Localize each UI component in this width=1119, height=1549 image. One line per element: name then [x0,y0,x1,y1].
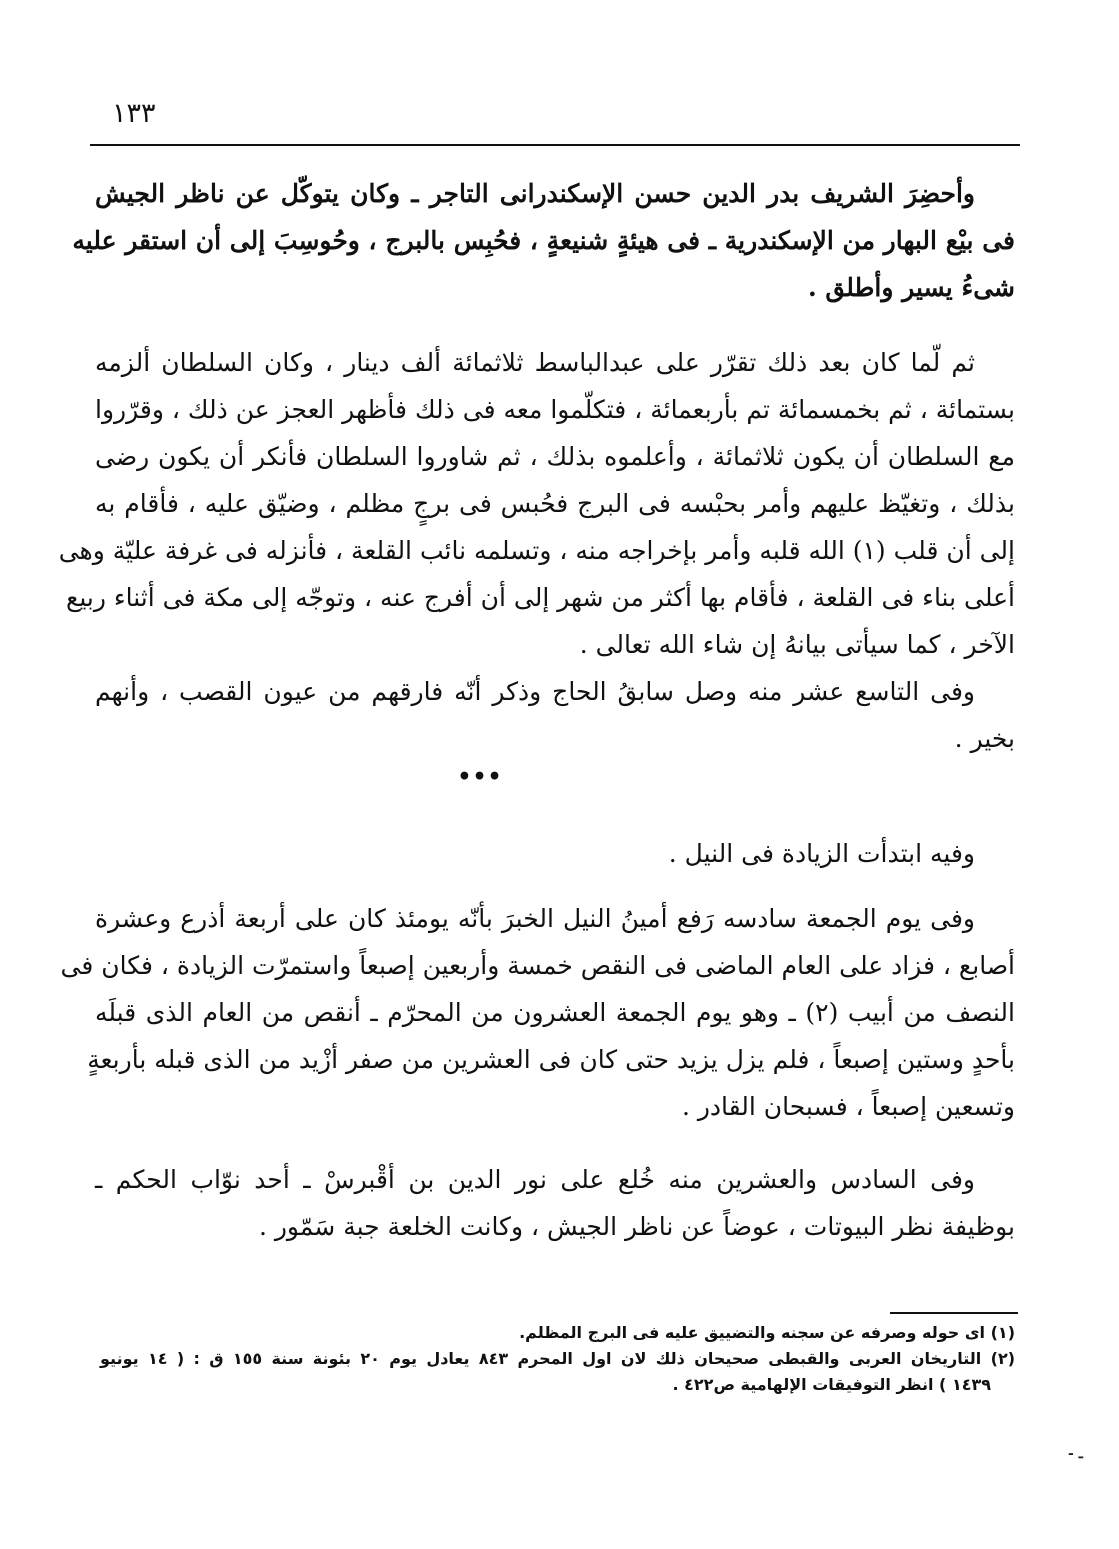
footnote-2: (٢) التاريخان العربى والقبطى صحيحان ذلك لان اول المحرم ٨٤٣ يعادل يوم ٢٠ بئونة سنة ١٥٥ ق : ( ١٤ يونيو [100,1349,1016,1368]
text-line: الآخر ، كما سيأتى بيانهُ إن شاء الله تعالى . [579,630,1015,659]
paragraph-2 [58,339,1015,668]
text-line: أعلى بناء فى القلعة ، فأقام بها أكثر من شهر إلى أن أفرج عنه ، وتوجّه إلى مكة فى أثناء ربيع [66,583,1015,612]
text-line: وأحضِرَ الشريف بدر الدين حسن الإسكندرانى التاجر ـ وكان يتوكّل عن ناظر الجيش [95,179,975,208]
footnote-2-continuation: ١٤٣٩ ) انظر التوفيقات الإلهامية ص٤٢٢ . [672,1375,991,1394]
paragraph-4 [95,830,1015,877]
footnote-rule [890,1312,1018,1314]
text-line: إلى أن قلب (١) الله قلبه وأمر بإخراجه منه ، وتسلمه نائب القلعة ، فأنزله فى غرفة عليّة وهى [58,536,1015,565]
text-line: وفى يوم الجمعة سادسه رَفع أمينُ النيل الخبرَ بأنّه يومئذ كان على أربعة أذرع وعشرة [95,904,975,933]
text-line: بذلك ، وتغيّظ عليهم وأمر بحبْسه فى البرج فحُبس فى برجٍ مظلم ، وضيّق عليه ، فأقام به [95,489,1015,518]
text-line: بستمائة ، ثم بخمسمائة تم بأربعمائة ، فتكلّموا معه فى ذلك فأظهر العجز عن ذلك ، وقرّروا [95,395,1015,424]
paragraph-1 [72,170,1015,311]
text-line: وفى التاسع عشر منه وصل سابقُ الحاج وذكر أنّه فارقهم من عيون القصب ، وأنهم [95,677,975,706]
text-line: أصابع ، فزاد على العام الماضى فى النقص خمسة وأربعين إصبعاً واستمرّت الزيادة ، فكان فى [60,951,1015,980]
paragraph-gap [95,877,1015,895]
paragraph-3 [95,668,1015,762]
text-line: بوظيفة نظر البيوتات ، عوضاً عن ناظر الجيش ، وكانت الخلعة جبة سَمّور . [258,1212,1015,1241]
footnotes [100,1320,1015,1398]
text-line: وفيه ابتدأت الزيادة فى النيل . [668,839,975,868]
text-line: ثم لّما كان بعد ذلك تقرّر على عبدالباسط ثلاثمائة ألف دينار ، وكان السلطان ألزمه [95,348,975,377]
text-line: شىءُ يسير وأطلق . [808,273,1015,302]
paragraph-6 [95,1156,1015,1250]
paragraph-gap [95,1130,1015,1156]
paragraph-gap [95,311,1015,339]
text-line: فى بيْع البهار من الإسكندرية ـ فى هيئةٍ شنيعةٍ ، فحُبِس بالبرج ، وحُوسِبَ إلى أن استقر عليه [72,226,1015,255]
text-line: بخير . [954,724,1015,753]
paragraph-5 [60,895,1015,1130]
text-line: وتسعين إصبعاً ، فسبحان القادر . [681,1092,1015,1121]
paragraph-gap [95,810,1015,830]
text-line: بأحدٍ وستين إصبعاً ، فلم يزل يزيد حتى كان فى العشرين من صفر أزْيد من الذى قبله بأربعةٍ [87,1045,1015,1074]
page-number: ١٣٣ [112,98,156,129]
footnote-1: (١) اى حوله وصرفه عن سجنه والتضييق عليه فى البرج المظلم. [519,1323,1015,1342]
body-text [58,170,1015,1250]
text-line: وفى السادس والعشرين منه خُلع على نور الدين بن أقْبرسْ ـ أحد نوّاب الحكم ـ [95,1165,975,1194]
text-line: مع السلطان أن يكون ثلاثمائة ، وأعلموه بذلك ، ثم شاوروا السلطان فأنكر أن يكون رضى [95,442,1015,471]
corner-mark: - ـ [1068,1446,1083,1462]
header-rule [90,144,1020,146]
text-line: النصف من أبيب (٢) ـ وهو يوم الجمعة العشرون من المحرّم ـ أنقص من العام الذى قبلَه [95,998,1015,1027]
section-separator: ••• [457,764,503,790]
